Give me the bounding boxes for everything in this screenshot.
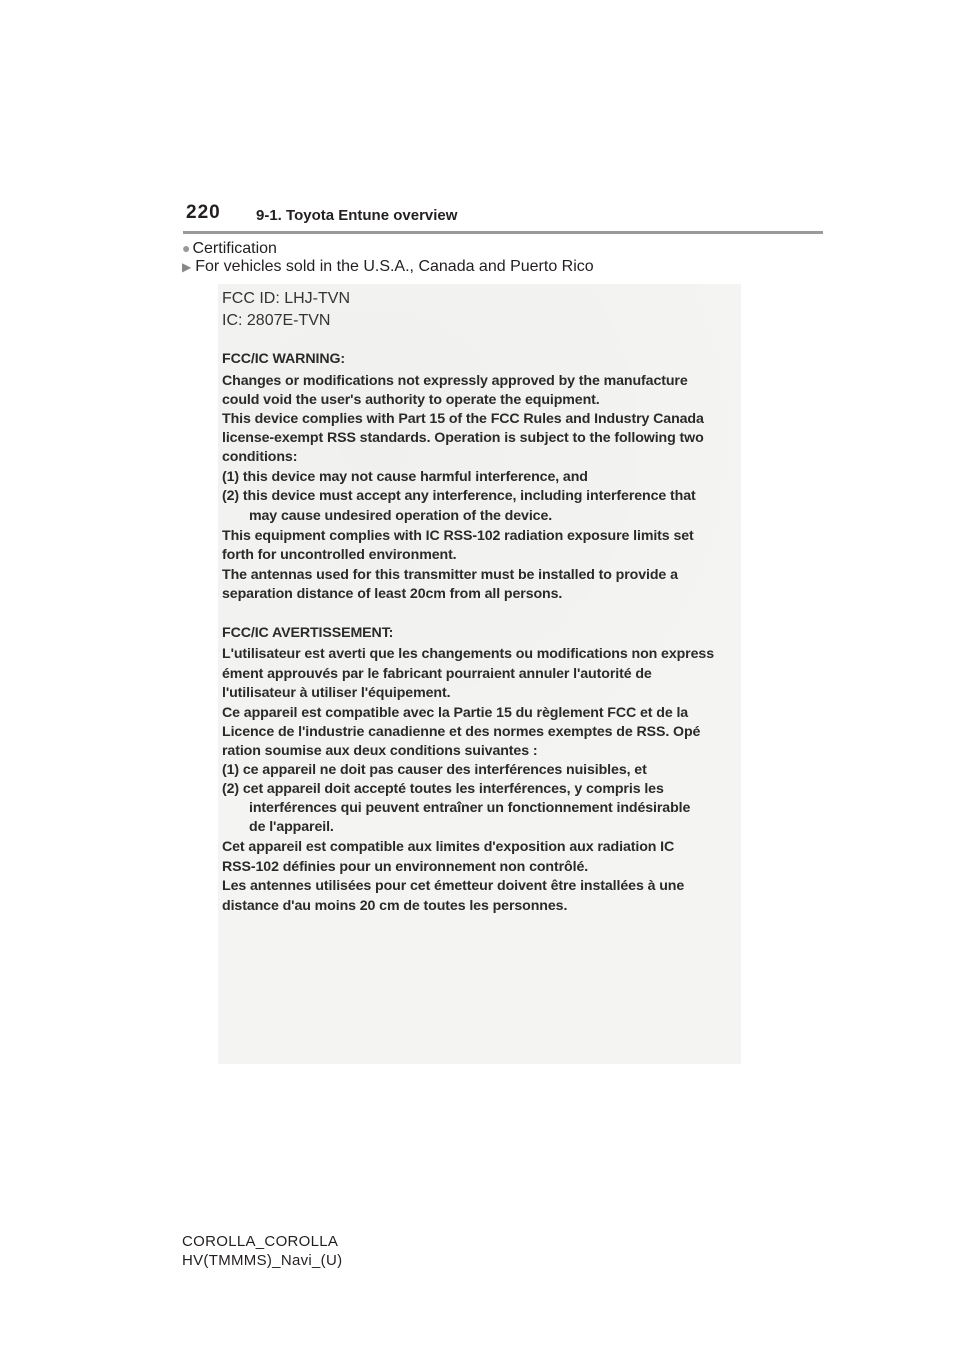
warning-line: This device complies with Part 15 of the FCC Rules and Industry Canada — [222, 411, 704, 427]
ic-id: IC: 2807E-TVN — [222, 312, 331, 329]
avertissement-line: ration soumise aux deux conditions suivantes : — [222, 743, 538, 759]
certification-heading — [182, 240, 277, 258]
region-heading — [182, 258, 594, 276]
avertissement-line: RSS-102 définies pour un environnement non contrôlé. — [222, 859, 589, 875]
avertissement-line: ément approuvés par le fabricant pourraient annuler l'autorité de — [222, 666, 652, 682]
warning-line: The antennas used for this transmitter must be installed to provide a — [222, 567, 678, 583]
triangle-arrow-icon: ▶ — [182, 260, 192, 274]
avertissement-line: de l'appareil. — [249, 819, 334, 835]
footer-line: HV(TMMMS)_Navi_(U) — [182, 1252, 343, 1269]
certification-label-image — [218, 284, 741, 1064]
avertissement-line: (2) cet appareil doit accepté toutes les interférences, y compris les — [222, 781, 664, 797]
fcc-id: FCC ID: LHJ-TVN — [222, 290, 350, 307]
warning-heading: FCC/IC WARNING: — [222, 351, 346, 367]
warning-line: This equipment complies with IC RSS-102 radiation exposure limits set — [222, 528, 694, 544]
page-number: 220 — [186, 202, 221, 223]
warning-line: forth for uncontrolled environment. — [222, 547, 457, 563]
avertissement-line: L'utilisateur est averti que les changements ou modifications non express — [222, 646, 714, 662]
avertissement-line: Ce appareil est compatible avec la Partie 15 du règlement FCC et de la — [222, 705, 689, 721]
certification-label: Certification — [192, 240, 277, 257]
warning-line: separation distance of least 20cm from all persons. — [222, 586, 563, 602]
warning-line: license-exempt RSS standards. Operation is subject to the following two — [222, 430, 704, 446]
warning-line: (2) this device must accept any interference, including interference that — [222, 488, 696, 504]
footer-line: COROLLA_COROLLA — [182, 1233, 339, 1250]
header-divider — [183, 231, 823, 234]
warning-line: may cause undesired operation of the device. — [249, 508, 553, 524]
warning-line: (1) this device may not cause harmful interference, and — [222, 469, 588, 485]
region-label: For vehicles sold in the U.S.A., Canada and Puerto Rico — [195, 258, 594, 275]
warning-line: conditions: — [222, 449, 298, 465]
warning-line: Changes or modifications not expressly approved by the manufacture — [222, 373, 688, 389]
avertissement-line: interférences qui peuvent entraîner un fonctionnement indésirable — [249, 800, 691, 816]
warning-line: could void the user's authority to operate the equipment. — [222, 392, 600, 408]
circle-bullet-icon: ● — [182, 240, 191, 256]
avertissement-line: Les antennes utilisées pour cet émetteur doivent être installées à une — [222, 878, 685, 894]
avertissement-line: Cet appareil est compatible aux limites d'exposition aux radiation IC — [222, 839, 675, 855]
avertissement-line: l'utilisateur à utiliser l'équipement. — [222, 685, 451, 701]
section-title: 9-1. Toyota Entune overview — [256, 207, 458, 224]
avertissement-line: (1) ce appareil ne doit pas causer des interférences nuisibles, et — [222, 762, 647, 778]
avertissement-line: Licence de l'industrie canadienne et des normes exemptes de RSS. Opé — [222, 724, 701, 740]
avertissement-heading: FCC/IC AVERTISSEMENT: — [222, 625, 394, 641]
page-footer — [182, 1232, 342, 1270]
avertissement-line: distance d'au moins 20 cm de toutes les personnes. — [222, 898, 568, 914]
page-header — [0, 0, 960, 240]
